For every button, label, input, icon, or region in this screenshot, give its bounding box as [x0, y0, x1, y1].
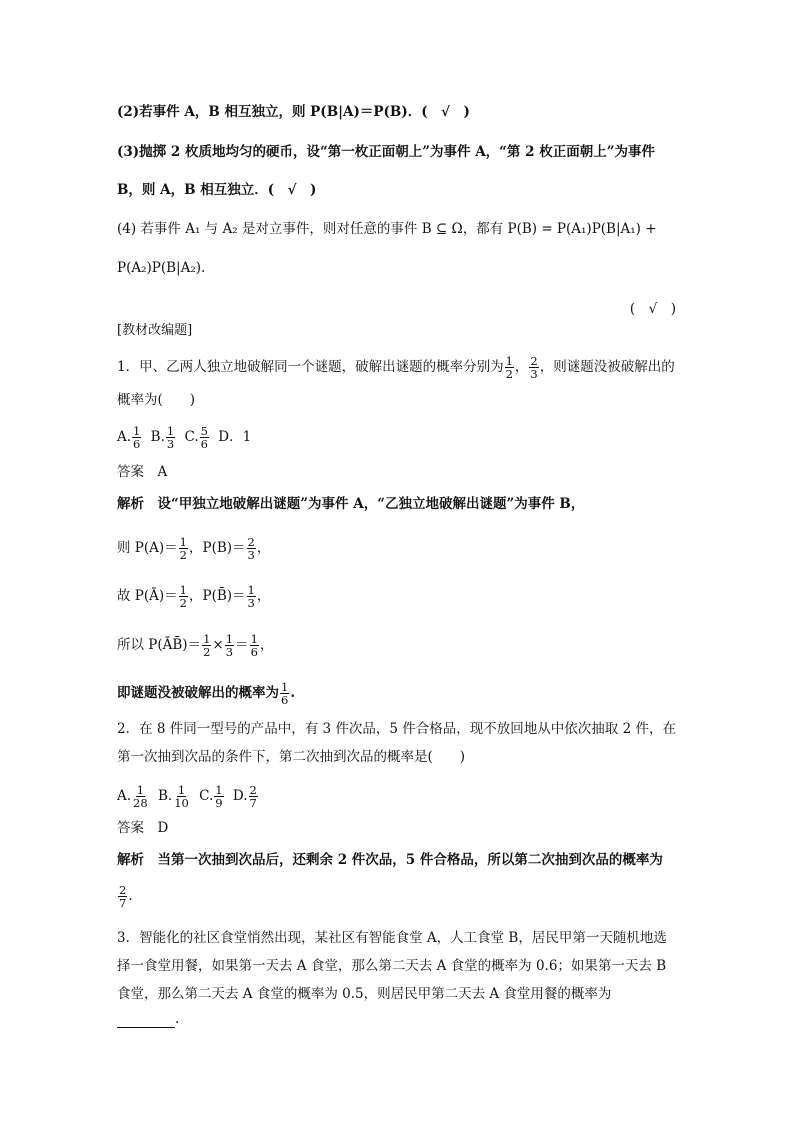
q1-step-3: 所以 P(ĀB̄)＝ $\frac{1}{2}$ × $\frac{1}{3}$ ＝ $\frac{1}{6}$ ， [117, 632, 274, 659]
q2-options [117, 784, 263, 809]
answer-blank [117, 1013, 175, 1028]
q2-option-d: D. $\frac{2}{7}$ [232, 783, 257, 810]
q1-conclusion: 即谜题没被破解出的概率为 $\frac{1}{6}$ . [117, 680, 296, 707]
section-label: [教材改编题] [117, 323, 193, 338]
q3-answer-blank: . [117, 1010, 179, 1028]
q2-option-c: C. $\frac{1}{9}$ [199, 783, 223, 810]
q1-option-b: B. $\frac{1}{3}$ [150, 424, 175, 451]
item-3-line-1: (3)抛掷 2 枚质地均匀的硬币，设“第一枚正面朝上”为事件 A，“第 2 枚正面朝上”为事件 [117, 144, 655, 160]
q2-option-b: B. $\frac{1}{10}$ [157, 783, 189, 810]
q2-stem-line-2: 第一次抽到次品的条件下，第二次抽到次品的概率是( ) [117, 749, 466, 765]
q1-prob-b: $\frac{2}{3}$ [530, 354, 538, 381]
item-4-line-2: P(A₂)P(B|A₂). [117, 260, 206, 276]
q1-prob-a: $\frac{1}{2}$ [505, 354, 513, 381]
q1-option-a: A. $\frac{1}{6}$ [117, 424, 141, 451]
q1-option-c: C. $\frac{5}{6}$ [184, 424, 208, 451]
q3-line-3: 食堂，那么第二天去 A 食堂的概率为 0.5，则居民甲第二天去 A 食堂用餐的概率为 [117, 986, 612, 1002]
item-3-line-2: B，则 A，B 相互独立．( √ ) [117, 182, 317, 198]
q2-stem-line-1: 2．在 8 件同一型号的产品中，有 3 件次品，5 件合格品，现不放回地从中依次抽取 2 件，在 [117, 721, 676, 737]
q1-answer: 答案 A [117, 464, 168, 480]
item-4-line-1: (4) 若事件 A₁ 与 A₂ 是对立事件，则对任意的事件 B ⊆ Ω，都有 P(B) = P(A₁)P(B|A₁) + [117, 221, 657, 237]
q1-step-1: 则 P(A)＝ $\frac{1}{2}$ ，P(B)＝ $\frac{2}{3}$ ， [117, 535, 271, 562]
q1-options [117, 425, 255, 450]
q2-option-a: A. $\frac{1}{28}$ [117, 783, 148, 810]
q2-analysis: 解析 当第一次抽到次品后，还剩余 2 件次品，5 件合格品，所以第二次抽到次品的概率为 [117, 852, 663, 868]
q1-option-d: D．1 [218, 429, 252, 445]
q1-stem-line-1: 1．甲、乙两人独立地破解同一个谜题，破解出谜题的概率分别为 $\frac{1}{2}$ ， $\frac{2}{3}$ ，则谜题没被破解出的 [117, 354, 675, 381]
q3-line-2: 择一食堂用餐，如果第一天去 A 食堂，那么第二天去 A 食堂的概率为 0.6；如果第一天去 B [117, 958, 667, 974]
item-4-mark: ( √ ) [629, 301, 676, 317]
q1-stem-line-2: 概率为( ) [117, 392, 196, 408]
q1-analysis: 解析 设“甲独立地破解出谜题”为事件 A，“乙独立地破解出谜题”为事件 B， [117, 496, 585, 512]
item-2: (2)若事件 A，B 相互独立，则 P(B|A)＝P(B)．( √ ) [117, 104, 470, 120]
q1-step-2: 故 P(Ā)＝ $\frac{1}{2}$ ，P(B̄)＝ $\frac{1}{3}$ ， [117, 583, 271, 610]
q2-answer: 答案 D [117, 820, 169, 836]
q3-line-1: 3．智能化的社区食堂悄然出现，某社区有智能食堂 A，人工食堂 B，居民甲第一天随机地选 [117, 930, 667, 946]
q2-result: $\frac{2}{7}$ . [119, 883, 133, 910]
